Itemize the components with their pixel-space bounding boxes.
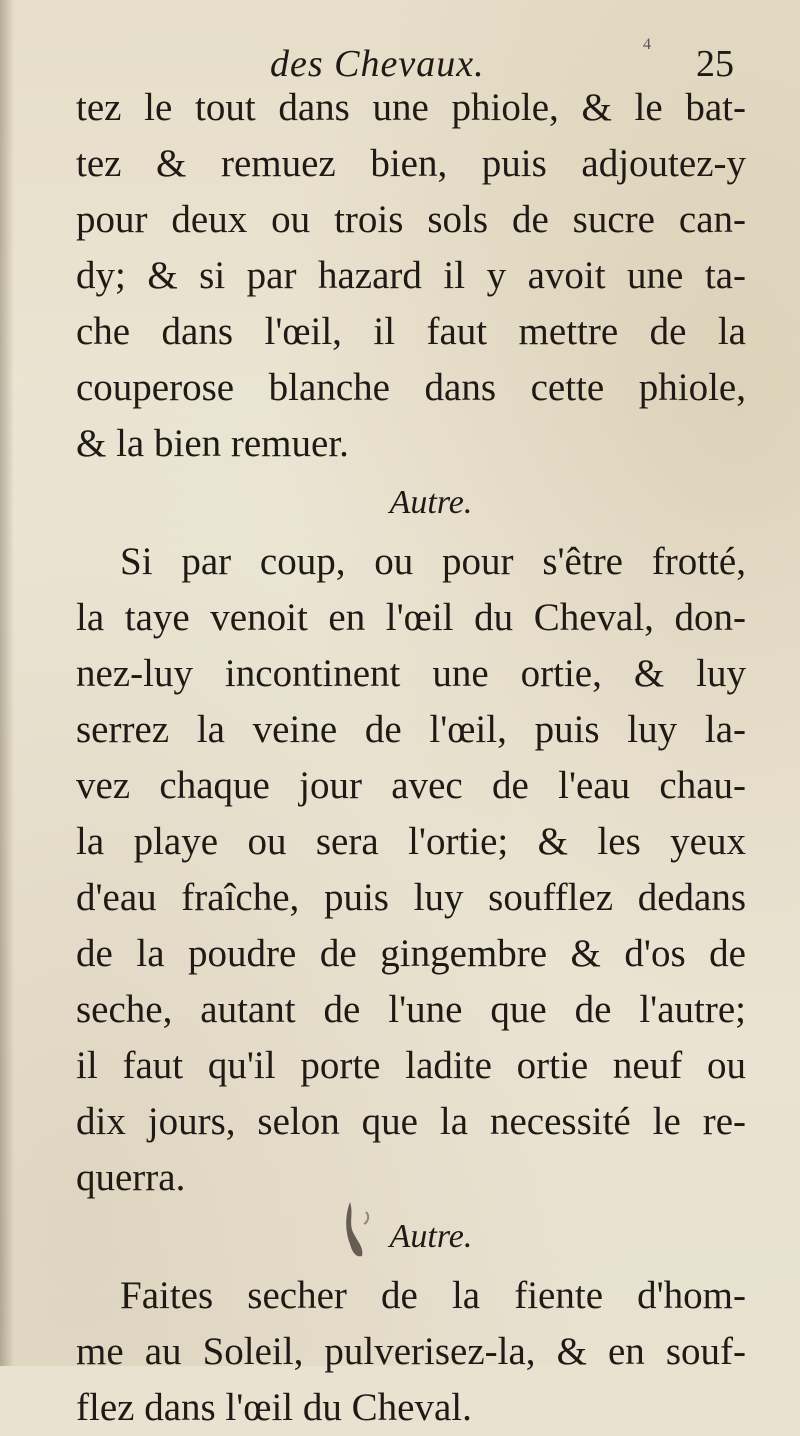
corner-mark: 4 [643,36,651,53]
text-line: flez dans l'œil du Cheval. [76,1386,472,1429]
text-line: la playe ou sera l'ortie; & les yeux [76,820,746,863]
text-line: dix jours, selon que la necessité le re- [76,1100,746,1143]
text-line: vez chaque jour avec de l'eau chau- [76,764,746,807]
text-line: couperose blanche dans cette phiole, [76,366,746,409]
gutter-shadow [0,0,14,1366]
paragraph-3 [76,1206,746,1436]
text-line: tez le tout dans une phiole, & le bat- [76,86,746,129]
text-line: il faut qu'il porte ladite ortie neuf ou [76,1044,746,1087]
text-line: & la bien remuer. [76,422,349,465]
text-line: de la poudre de gingembre & d'os de [76,932,746,975]
text-line: dy; & si par hazard il y avoit une ta- [76,254,746,297]
text-line: Faites secher de la fiente d'hom- [120,1274,746,1317]
section-heading: Autre. [389,484,473,521]
text-line: me au Soleil, pulverisez-la, & en souf- [76,1330,746,1373]
text-line: seche, autant de l'une que de l'autre; [76,988,746,1031]
page-number: 25 [696,43,734,85]
paragraph-2 [76,472,746,1206]
text-line: la taye venoit en l'œil du Cheval, don- [76,596,746,639]
text-line: che dans l'œil, il faut mettre de la [76,310,746,353]
ink-stain [340,1200,380,1260]
text-line: querra. [76,1156,186,1199]
running-head-title: des Chevaux. [270,43,485,85]
text-line: d'eau fraîche, puis luy soufflez dedans [76,876,746,919]
text-line: pour deux ou trois sols de sucre can- [76,198,746,241]
text-line: serrez la veine de l'œil, puis luy la- [76,708,746,751]
paragraph-1 [76,80,746,472]
text-line: tez & remuez bien, puis adjoutez-y [76,142,746,185]
text-line: nez-luy incontinent une ortie, & luy [76,652,746,695]
body-text [76,80,746,1436]
section-heading: Autre. [389,1218,473,1255]
text-line: Si par coup, ou pour s'être frotté, [120,540,746,583]
